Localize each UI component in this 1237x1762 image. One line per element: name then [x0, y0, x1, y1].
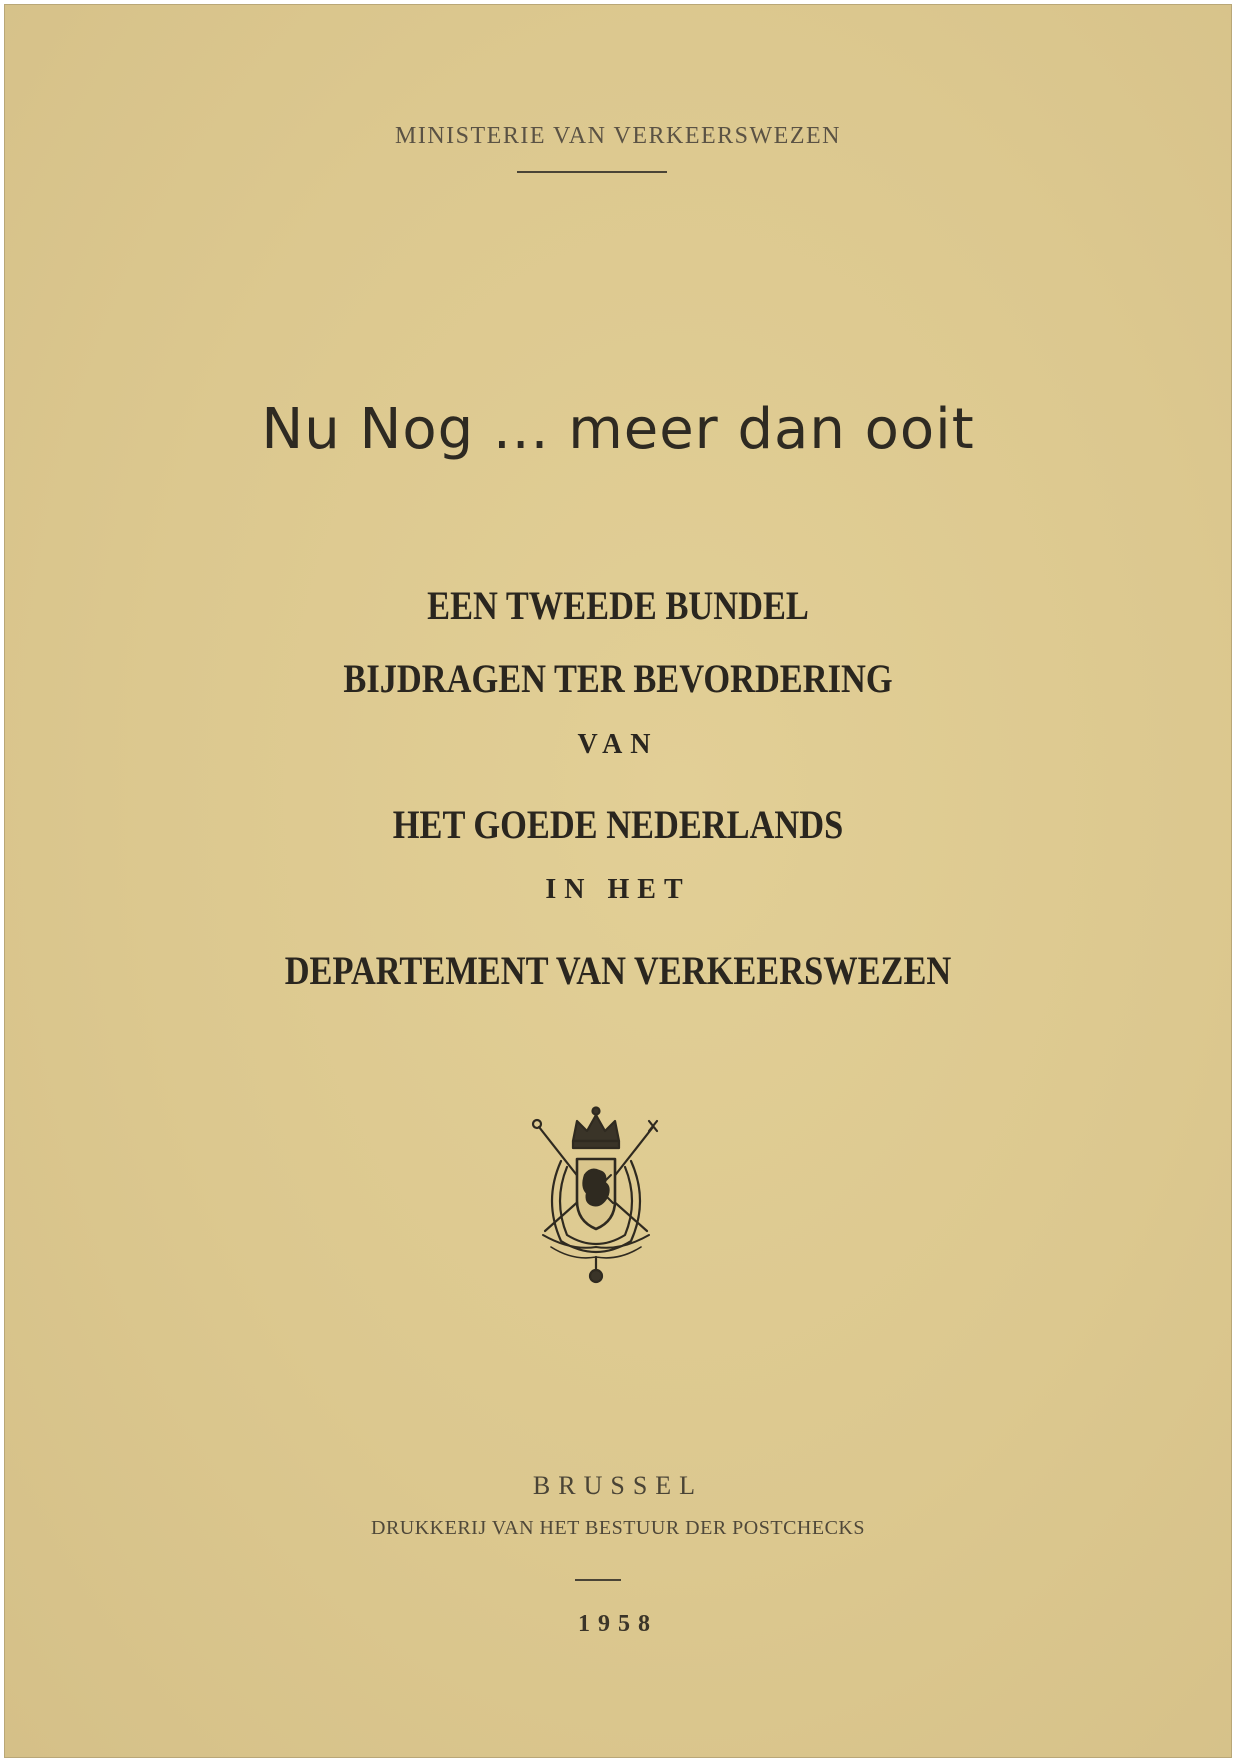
publication-city: BRUSSEL — [532, 1471, 704, 1500]
subtitle-line-4: HET GOEDE NEDERLANDS — [392, 802, 844, 847]
printer-name: DRUKKERIJ VAN HET BESTUUR DER POSTCHECKS — [371, 1517, 865, 1539]
bottom-divider — [575, 1579, 621, 1581]
top-divider — [517, 171, 667, 173]
subtitle-line-6: DEPARTEMENT VAN VERKEERSWEZEN — [284, 948, 952, 993]
belgian-coat-of-arms-icon — [521, 1101, 671, 1287]
book-cover — [4, 4, 1232, 1758]
subtitle-line-3: VAN — [577, 729, 659, 760]
publication-year: 1958 — [578, 1611, 658, 1637]
subtitle-line-5: IN HET — [545, 874, 691, 905]
subtitle-line-1: EEN TWEEDE BUNDEL — [427, 583, 809, 628]
ministry-name: MINISTERIE VAN VERKEERSWEZEN — [395, 123, 841, 149]
main-title: Nu Nog ... meer dan ooit — [261, 397, 975, 462]
subtitle-line-2: BIJDRAGEN TER BEVORDERING — [343, 656, 893, 701]
